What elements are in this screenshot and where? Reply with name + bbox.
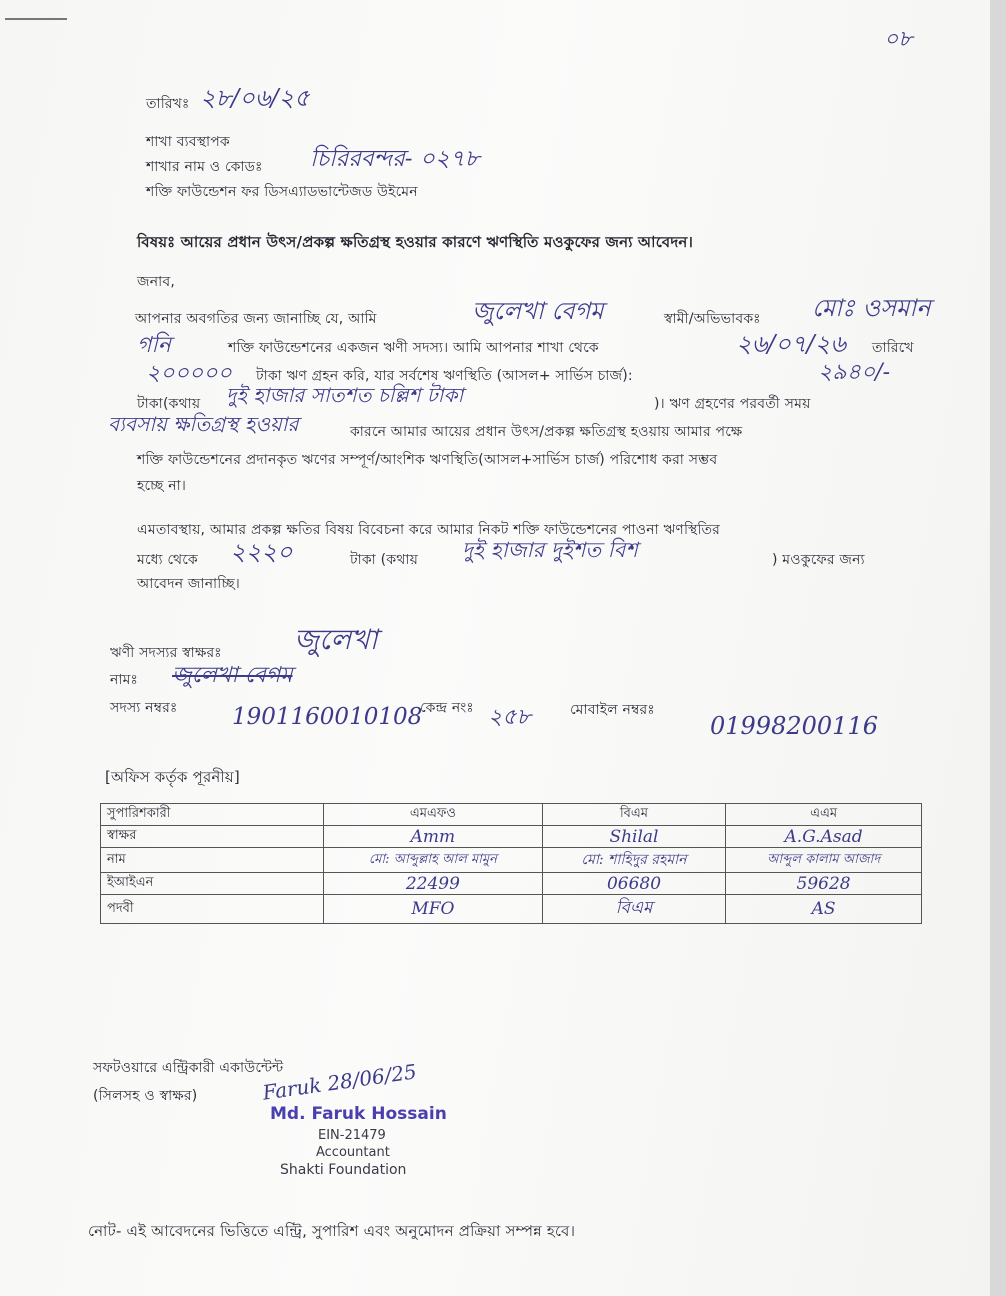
member-name-label: নামঃ bbox=[110, 672, 139, 688]
para2-line1: এমতাবস্থায়, আমার প্রকল্প ক্ষতির বিষয় বিবেচনা করে আমার নিকট শক্তি ফাউন্ডেশনের পাওনা ঋণস্থিতির bbox=[137, 522, 721, 538]
applicant-name-hw: জুলেখা বেগম bbox=[472, 297, 604, 325]
member-id-hw: 1901160010108 bbox=[232, 704, 423, 730]
signature-cell: A.G.Asad bbox=[726, 826, 922, 848]
table-row bbox=[101, 826, 922, 848]
para2-line3: আবেদন জানাচ্ছি। bbox=[137, 576, 240, 592]
signature-cell: Shilal bbox=[542, 826, 725, 848]
header-cell: এমএফও bbox=[324, 804, 543, 826]
page-edge bbox=[990, 0, 1006, 1296]
table-row bbox=[101, 873, 922, 895]
name-cell: মো: শাহিদুর রহমান bbox=[542, 848, 725, 873]
stamp-org: Shakti Foundation bbox=[280, 1162, 407, 1178]
salutation: জনাব, bbox=[137, 274, 175, 290]
accountant-seal-note: (সিলসহ ও স্বাক্ষর) bbox=[93, 1088, 198, 1104]
designation-cell: বিএম bbox=[542, 895, 725, 924]
member-sign-label: ঋণী সদস্যর স্বাক্ষরঃ bbox=[110, 645, 222, 661]
para2-line2c: ) মওকুফের জন্য bbox=[772, 552, 865, 568]
body-line2b: তারিখে bbox=[872, 340, 914, 356]
recipient-line1: শাখা ব্যবস্থাপক bbox=[146, 134, 230, 150]
row-label: নাম bbox=[101, 848, 324, 873]
center-label: কেন্দ্র নংঃ bbox=[420, 700, 474, 716]
recipient-line2-label: শাখার নাম ও কোডঃ bbox=[146, 159, 263, 175]
stamp-name: Md. Faruk Hossain bbox=[270, 1104, 447, 1124]
recipient-line3: শক্তি ফাউন্ডেশন ফর ডিসএ্যাডভান্টেজড উইমেন bbox=[146, 184, 418, 200]
stamp-role: Accountant bbox=[316, 1145, 390, 1160]
member-id-label: সদস্য নম্বরঃ bbox=[110, 700, 178, 716]
row-label: ইআইএন bbox=[101, 873, 324, 895]
para2-line2a: মধ্যে থেকে bbox=[137, 552, 198, 568]
designation-cell: AS bbox=[726, 895, 922, 924]
name-cell: মো: আব্দুল্লাহ আল মামুন bbox=[324, 848, 543, 873]
footer-note: নোট- এই আবেদনের ভিত্তিতে এন্ট্রি, সুপারিশ এবং অনুমোদন প্রক্রিয়া সম্পন্ন হবে। bbox=[88, 1222, 576, 1240]
ein-cell: 59628 bbox=[726, 873, 922, 895]
table-row bbox=[101, 804, 922, 826]
reason-hw: ব্যবসায় ক্ষতিগ্রস্থ হওয়ার bbox=[108, 412, 299, 436]
center-hw: ২৫৮ bbox=[488, 705, 531, 730]
row-label: পদবী bbox=[101, 895, 324, 924]
accountant-label: সফটওয়ারে এন্ট্রিকারী একাউন্টেন্ট bbox=[93, 1060, 284, 1076]
office-table bbox=[100, 803, 922, 924]
ein-cell: 06680 bbox=[542, 873, 725, 895]
top-left-mark bbox=[5, 18, 67, 20]
mobile-label: মোবাইল নম্বরঃ bbox=[570, 702, 655, 718]
branch-name-code: চিরিরবন্দর- ০২৭৮ bbox=[310, 146, 480, 172]
guardian-hw1: মোঃ ওসমান bbox=[812, 294, 931, 322]
guardian-hw2: গনি bbox=[137, 333, 171, 358]
body-line1b: স্বামী/অভিভাবকঃ bbox=[664, 311, 761, 327]
body-line3a: টাকা ঋণ গ্রহন করি, যার সর্বশেষ ঋণস্থিতি (আসল+ সার্ভিস চার্জ): bbox=[256, 368, 633, 384]
para2-line2b: টাকা (কথায় bbox=[350, 552, 419, 568]
designation-cell: MFO bbox=[324, 895, 543, 924]
date-value: ২৮/০৬/২৫ bbox=[200, 84, 310, 112]
member-name-hw: জুলেখা বেগম bbox=[172, 663, 293, 688]
accountant-signature: Faruk 28/06/25 bbox=[261, 1059, 419, 1105]
balance-hw: ২৯৪০/- bbox=[818, 360, 891, 385]
table-row bbox=[101, 848, 922, 873]
loan-date-hw: ২৬/০৭/২৬ bbox=[736, 330, 846, 358]
body-line4b: )। ঋণ গ্রহণের পরবর্তী সময় bbox=[654, 396, 811, 412]
table-row bbox=[101, 895, 922, 924]
header-cell: বিএম bbox=[542, 804, 725, 826]
name-cell: আব্দুল কালাম আজাদ bbox=[726, 848, 922, 873]
balance-words-hw: দুই হাজার সাতশত চল্লিশ টাকা bbox=[226, 383, 464, 407]
body-line1a: আপনার অবগতির জন্য জানাচ্ছি যে, আমি bbox=[135, 311, 377, 327]
date-label: তারিখঃ bbox=[146, 96, 190, 112]
body-line2a: শক্তি ফাউন্ডেশনের একজন ঋণী সদস্য। আমি আপনার শাখা থেকে bbox=[228, 340, 599, 356]
signature-cell: Amm bbox=[324, 826, 543, 848]
corner-mark: ০৮ bbox=[884, 27, 913, 52]
waive-amount-hw: ২২২০ bbox=[230, 538, 293, 566]
body-line4a: টাকা(কথায় bbox=[137, 396, 201, 412]
stamp-ein: EIN-21479 bbox=[318, 1128, 386, 1143]
office-use-label: [অফিস কর্তৃক পূরনীয়] bbox=[105, 768, 240, 786]
loan-amount-hw: ২০০০০০ bbox=[146, 361, 232, 386]
header-cell: এএম bbox=[726, 804, 922, 826]
subject-line: বিষয়ঃ আয়ের প্রধান উৎস/প্রকল্প ক্ষতিগ্রস্থ হওয়ার কারণে ঋণস্থিতি মওকুফের জন্য আবেদন। bbox=[137, 233, 694, 251]
row-label: স্বাক্ষর bbox=[101, 826, 324, 848]
ein-cell: 22499 bbox=[324, 873, 543, 895]
body-line7: হচ্ছে না। bbox=[137, 478, 187, 494]
body-line6: শক্তি ফাউন্ডেশনের প্রদানকৃত ঋণের সম্পূর্ণ/আংশিক ঋণস্থিতি(আসল+সার্ভিস চার্জ) পরিশোধ করা সম্ভব bbox=[137, 452, 718, 468]
header-cell: সুপারিশকারী bbox=[101, 804, 324, 826]
waive-words-hw: দুই হাজার দুইশত বিশ bbox=[462, 538, 638, 562]
member-signature: জুলেখা bbox=[294, 623, 378, 656]
body-line5b: কারনে আমার আয়ের প্রধান উৎস/প্রকল্প ক্ষতিগ্রস্থ হওয়ায় আমার পক্ষে bbox=[350, 424, 743, 440]
mobile-hw: 01998200116 bbox=[710, 712, 878, 740]
